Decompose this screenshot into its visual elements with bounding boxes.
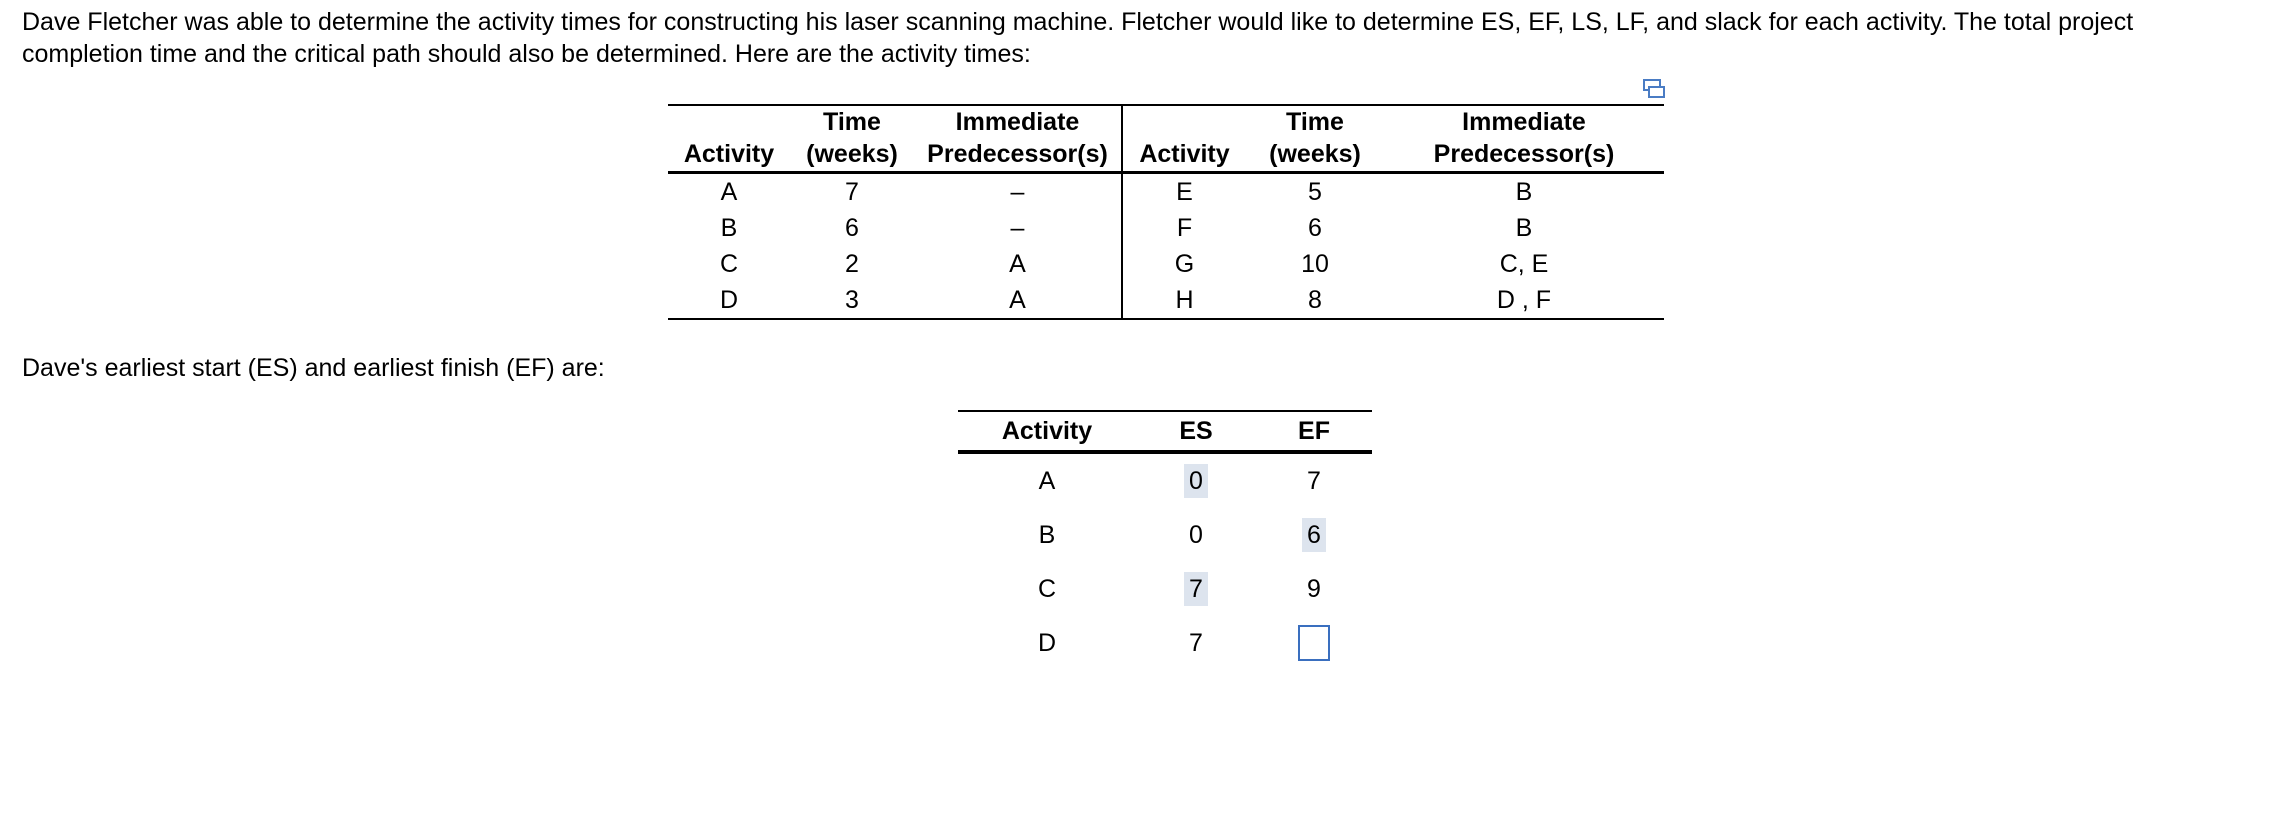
time-cell: 6 [1308, 213, 1322, 242]
predecessor-cell: – [914, 210, 1122, 246]
predecessor-cell: A [914, 246, 1122, 282]
ef-cell: 9 [1307, 574, 1321, 603]
table-row [958, 452, 1372, 508]
time-cell: 7 [845, 177, 859, 206]
activity-cell: C [719, 249, 739, 278]
col-header-weeks: (weeks) [1246, 138, 1384, 173]
activity-cell: H [1175, 285, 1194, 314]
time-cell: 10 [1301, 249, 1329, 278]
time-cell: 3 [845, 285, 859, 314]
activity-cell: A [1038, 466, 1056, 495]
predecessor-cell: C, E [1499, 249, 1549, 278]
predecessor-cell: A [914, 282, 1122, 319]
activity-cell: F [1176, 213, 1193, 242]
predecessor-cell: B [1515, 213, 1533, 242]
time-cell: 2 [845, 249, 859, 278]
copy-table-icon[interactable] [1642, 78, 1666, 100]
table-row [668, 173, 1664, 211]
es-ef-table [958, 410, 1372, 670]
col-header-predecessors: Immediate [1462, 108, 1586, 136]
activity-times-table [668, 104, 1664, 320]
table-row [668, 210, 1664, 246]
es-cell: 0 [1189, 520, 1203, 549]
given-value: 0 [1184, 464, 1208, 498]
es-ef-prompt: Dave's earliest start (ES) and earliest finish (EF) are: [22, 354, 605, 382]
table-row [958, 616, 1372, 670]
time-cell: 5 [1308, 177, 1322, 206]
predecessor-cell: B [1515, 177, 1533, 206]
predecessor-cell: – [914, 173, 1122, 211]
table-row [668, 246, 1664, 282]
col-header-weeks: (weeks) [790, 138, 914, 173]
activity-cell: B [1038, 520, 1056, 549]
predecessor-cell: D , F [1496, 285, 1552, 314]
ef-cell [1256, 616, 1372, 670]
ef-cell [1256, 508, 1372, 562]
activity-cell: E [1176, 177, 1193, 206]
es-cell [1136, 562, 1256, 616]
col-header-es: ES [1136, 411, 1256, 452]
es-cell [1136, 452, 1256, 508]
table-row [668, 282, 1664, 319]
activity-cell: D [719, 285, 739, 314]
col-header-activity: Activity [1122, 138, 1246, 173]
activity-cell: A [720, 177, 738, 206]
activity-cell: D [1037, 628, 1057, 657]
es-cell: 7 [1189, 628, 1203, 657]
activity-cell: G [1174, 249, 1195, 278]
given-value: 7 [1184, 572, 1208, 606]
col-header-ef: EF [1256, 411, 1372, 452]
col-header-time: Time [823, 108, 881, 136]
table-row [958, 508, 1372, 562]
ef-answer-input[interactable] [1298, 625, 1330, 661]
col-header-predecessors: Immediate [914, 105, 1122, 138]
problem-statement: Dave Fletcher was able to determine the activity times for constructing his laser scanning machine. Fletcher would like to determine ES, EF, LS, LF, and slack for each activity. The total project completion time and the critical path should also be determined. Here are the activity times: [22, 8, 2134, 68]
col-header-time: Time [1286, 108, 1344, 136]
table-row [958, 562, 1372, 616]
col-header-activity: Activity [668, 138, 790, 173]
time-cell: 8 [1308, 285, 1322, 314]
activity-cell: C [1037, 574, 1057, 603]
col-header-activity: Activity [958, 411, 1136, 452]
col-header-predecessors-2: Predecessor(s) [914, 138, 1122, 173]
ef-cell: 7 [1307, 466, 1321, 495]
col-header-predecessors-2: Predecessor(s) [1384, 138, 1664, 173]
given-value: 6 [1302, 518, 1326, 552]
time-cell: 6 [845, 213, 859, 242]
activity-cell: B [720, 213, 738, 242]
